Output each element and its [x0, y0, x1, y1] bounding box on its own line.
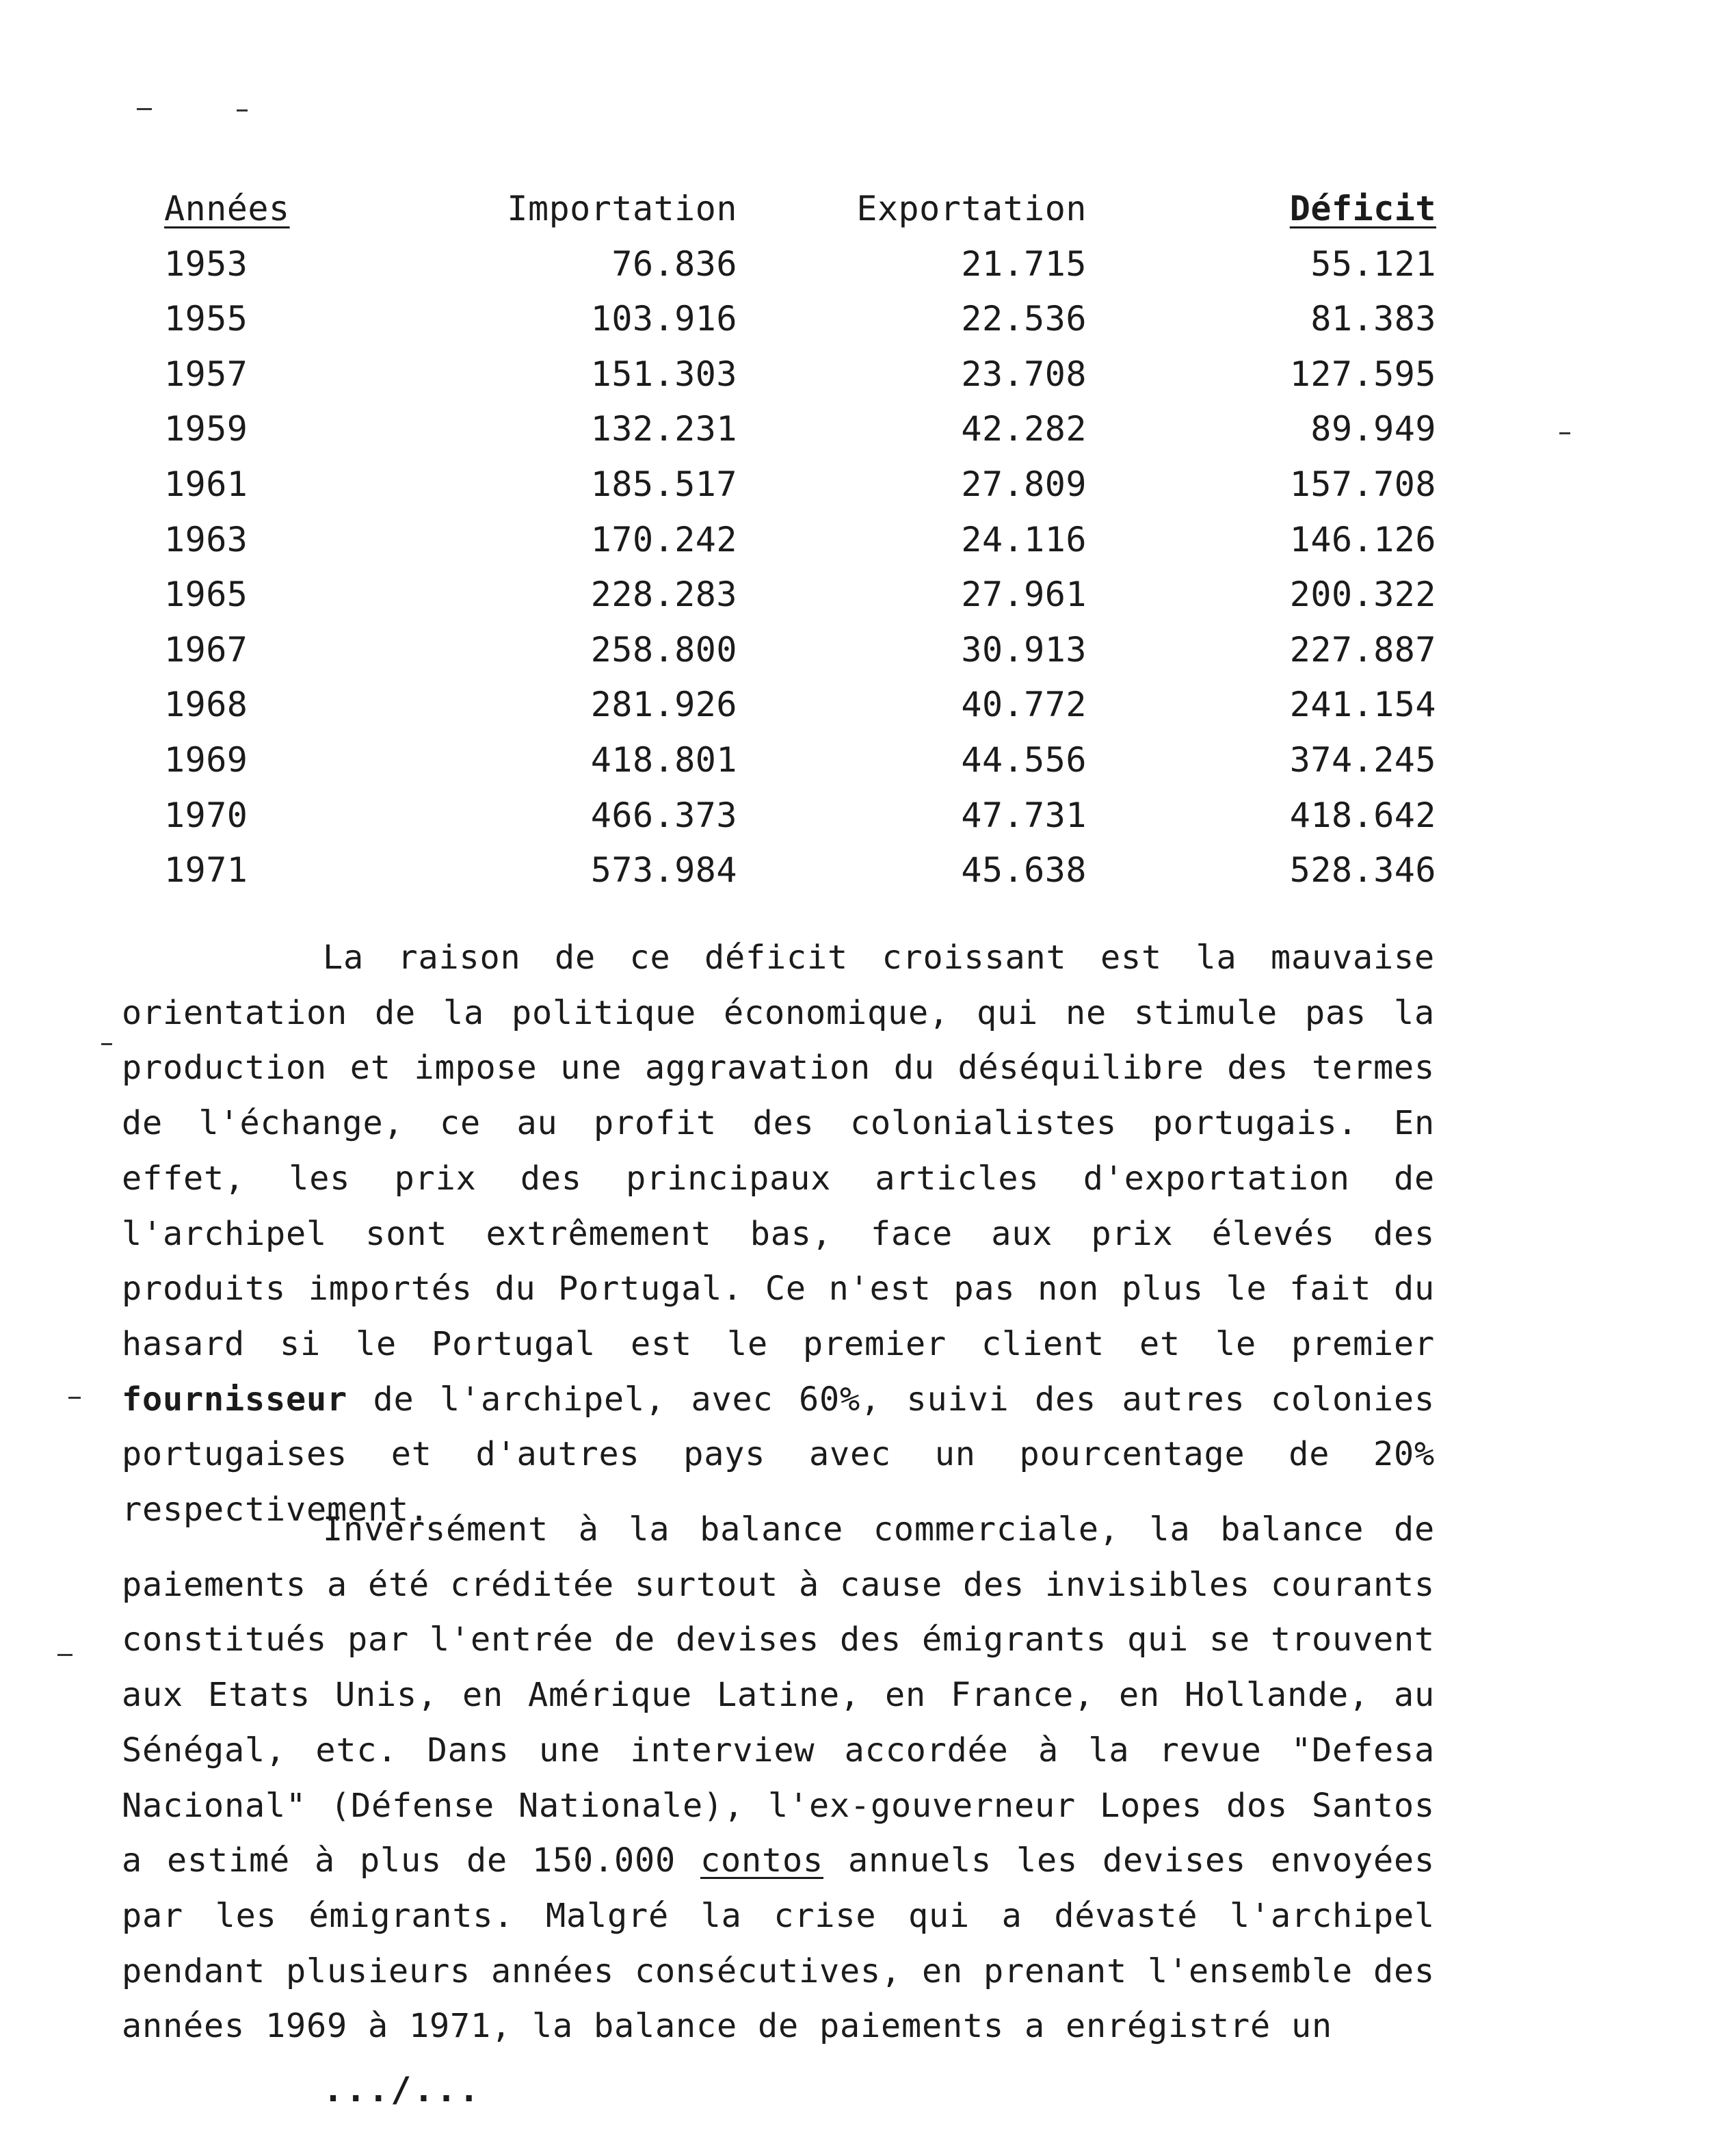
table-row — [164, 724, 1436, 780]
cell-year: 1957 — [164, 354, 248, 394]
table-row — [164, 284, 1436, 339]
paragraph-text: Inversément à la balance commerciale, la balance de paiements a été créditée surtout à cause des invisibles courants constitués par l'entrée de devises des émigrants qui se trouvent aux Etats Unis, en Amérique Latine, en France, en Hollande, au Sénégal, etc. Dans une interview accordée à la revue "Defesa Nacional" (Défense Nationale), l'ex-gouverneur Lopes dos Santos a estimé à plus de 150.000 — [122, 1510, 1435, 1880]
cell-deficit: 418.642 — [1289, 795, 1436, 835]
cell-deficit: 55.121 — [1310, 244, 1436, 284]
emphasized-word: fournisseur — [122, 1380, 347, 1419]
table-row — [164, 614, 1436, 670]
cell-export: 27.809 — [961, 464, 1087, 504]
cell-import: 228.283 — [590, 575, 737, 615]
cell-year: 1968 — [164, 685, 248, 725]
cell-year: 1959 — [164, 409, 248, 449]
cell-import: 151.303 — [590, 354, 737, 394]
table-row — [164, 780, 1436, 835]
continuation-mark: .../... — [323, 2070, 481, 2109]
cell-export: 23.708 — [961, 354, 1087, 394]
header-deficit: Déficit — [1289, 189, 1436, 228]
cell-deficit: 81.383 — [1310, 299, 1436, 339]
cell-year: 1971 — [164, 850, 248, 891]
cell-deficit: 89.949 — [1310, 409, 1436, 449]
cell-year: 1970 — [164, 795, 248, 835]
header-export: Exportation — [856, 189, 1087, 228]
scan-mark — [237, 109, 248, 111]
table-body — [164, 228, 1436, 890]
cell-export: 21.715 — [961, 244, 1087, 284]
table-row — [164, 449, 1436, 504]
cell-year: 1965 — [164, 575, 248, 615]
scan-mark — [57, 1654, 72, 1656]
underlined-word: contos — [700, 1841, 823, 1880]
cell-import: 573.984 — [590, 850, 737, 891]
cell-deficit: 241.154 — [1289, 685, 1436, 725]
cell-year: 1953 — [164, 244, 248, 284]
cell-deficit: 146.126 — [1289, 519, 1436, 560]
cell-export: 24.116 — [961, 519, 1087, 560]
cell-export: 42.282 — [961, 409, 1087, 449]
cell-import: 466.373 — [590, 795, 737, 835]
cell-year: 1969 — [164, 739, 248, 780]
cell-export: 22.536 — [961, 299, 1087, 339]
cell-export: 44.556 — [961, 739, 1087, 780]
cell-export: 40.772 — [961, 685, 1087, 725]
table-row — [164, 394, 1436, 449]
scan-mark — [137, 108, 152, 110]
paragraph-trade-deficit-explanation — [122, 930, 1435, 1538]
cell-export: 45.638 — [961, 850, 1087, 891]
cell-year: 1955 — [164, 299, 248, 339]
cell-import: 76.836 — [611, 244, 737, 284]
cell-import: 418.801 — [590, 739, 737, 780]
cell-year: 1961 — [164, 464, 248, 504]
cell-import: 258.800 — [590, 629, 737, 670]
table-row — [164, 835, 1436, 891]
table-header-row — [164, 179, 1436, 228]
scan-mark — [68, 1397, 81, 1399]
cell-export: 30.913 — [961, 629, 1087, 670]
cell-deficit: 157.708 — [1289, 464, 1436, 504]
cell-deficit: 200.322 — [1289, 575, 1436, 615]
cell-import: 170.242 — [590, 519, 737, 560]
paragraph-balance-of-payments — [122, 1502, 1435, 2054]
scan-mark — [101, 1043, 112, 1045]
paragraph-text: La raison de ce déficit croissant est la mauvaise orientation de la politique économique, qui ne stimule pas la production et impose une aggravation du déséquilibre des termes de l'échange, ce au profit des colonialistes portugais. En effet, les prix des principaux articles d'exportation de l'archipel sont extrêmement bas, face aux prix élevés des produits importés du Portugal. Ce n'est pas non plus le fait du hasard si le Portugal est le premier client et le premier — [122, 938, 1435, 1363]
cell-deficit: 127.595 — [1289, 354, 1436, 394]
cell-import: 132.231 — [590, 409, 737, 449]
cell-deficit: 528.346 — [1289, 850, 1436, 891]
cell-year: 1967 — [164, 629, 248, 670]
header-import: Importation — [507, 189, 737, 228]
cell-deficit: 374.245 — [1289, 739, 1436, 780]
paragraph-text: annuels les devises envoyées par les émigrants. Malgré la crise qui a dévasté l'archipel pendant plusieurs années consécutives, en prenant l'ensemble des années 1969 à 1971, la balance de paiements a enrégistré un — [122, 1841, 1435, 2046]
cell-export: 27.961 — [961, 575, 1087, 615]
cell-import: 185.517 — [590, 464, 737, 504]
paragraph-text: de l'archipel, avec 60%, suivi des autres colonies portugaises et d'autres pays avec un pourcentage de 20% respectivement. — [122, 1380, 1435, 1529]
cell-export: 47.731 — [961, 795, 1087, 835]
trade-balance-table — [164, 179, 1436, 890]
table-row — [164, 560, 1436, 615]
cell-deficit: 227.887 — [1289, 629, 1436, 670]
cell-import: 281.926 — [590, 685, 737, 725]
table-row — [164, 670, 1436, 725]
table-row — [164, 339, 1436, 394]
cell-import: 103.916 — [590, 299, 737, 339]
cell-year: 1963 — [164, 519, 248, 560]
header-years: Années — [164, 189, 290, 228]
table-row — [164, 504, 1436, 560]
scan-mark — [1559, 432, 1570, 434]
table-row — [164, 228, 1436, 284]
